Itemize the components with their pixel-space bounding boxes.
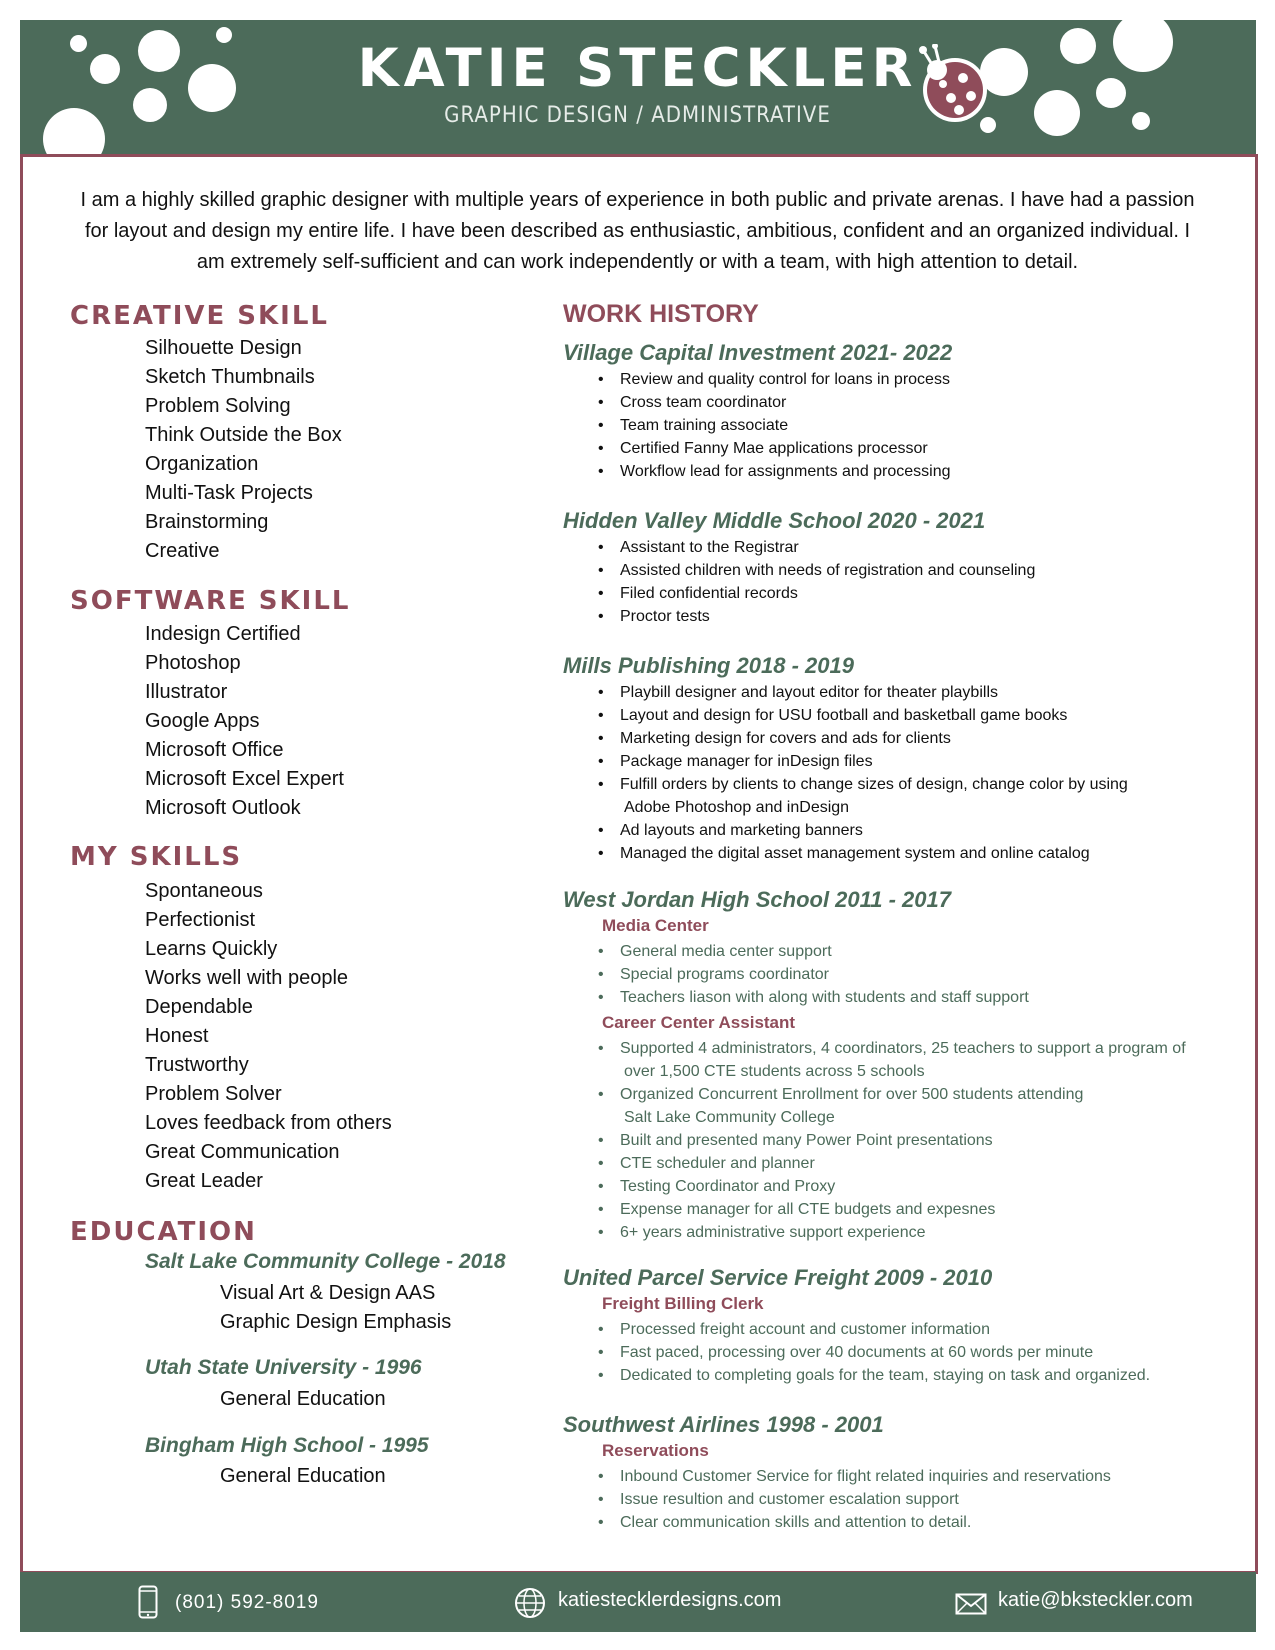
list-item: Microsoft Excel Expert xyxy=(145,768,344,790)
list-item: Sketch Thumbnails xyxy=(145,366,315,388)
list-item: • Assisted children with needs of registration and counseling xyxy=(598,559,1035,582)
list-item: • Assistant to the Registrar xyxy=(598,536,1035,559)
degree-item: Visual Art & Design AAS xyxy=(220,1282,436,1304)
list-item: • Marketing design for covers and ads for clients xyxy=(598,727,1128,750)
phone-link[interactable]: (801) 592-8019 xyxy=(175,1592,319,1613)
list-item: Dependable xyxy=(145,996,253,1018)
phone-icon xyxy=(138,1585,158,1619)
list-item: Microsoft Outlook xyxy=(145,797,301,819)
list-item: Learns Quickly xyxy=(145,938,278,960)
subtitle: GRAPHIC DESIGN / ADMINISTRATIVE xyxy=(444,103,831,128)
degree-item: Graphic Design Emphasis xyxy=(220,1311,452,1333)
role-title: Media Center xyxy=(602,916,709,935)
list-item: • Review and quality control for loans in process xyxy=(598,368,951,391)
education-school: Bingham High School - 1995 xyxy=(145,1434,429,1457)
list-item: • Special programs coordinator xyxy=(598,963,1029,986)
list-item: Problem Solver xyxy=(145,1083,282,1105)
work-history-heading: WORK HISTORY xyxy=(563,300,759,328)
list-item: Multi-Task Projects xyxy=(145,482,313,504)
list-item: • Fulfill orders by clients to change sizes of design, change color by using xyxy=(598,773,1128,796)
list-item: Great Communication xyxy=(145,1141,340,1163)
job-bullets xyxy=(598,1465,1111,1534)
list-item: • Teachers liason with along with students and staff support xyxy=(598,986,1029,1009)
list-item: • Certified Fanny Mae applications processor xyxy=(598,437,951,460)
list-item: Silhouette Design xyxy=(145,337,302,359)
list-item: • Built and presented many Power Point presentations xyxy=(598,1129,1186,1152)
job-bullets xyxy=(598,681,1128,865)
list-item: • General media center support xyxy=(598,940,1029,963)
education-heading: EDUCATION xyxy=(70,1217,257,1247)
list-item: • Playbill designer and layout editor for theater playbills xyxy=(598,681,1128,704)
list-item: Illustrator xyxy=(145,681,228,703)
globe-icon xyxy=(514,1587,546,1619)
job-bullets xyxy=(598,940,1029,1009)
list-item: Organization xyxy=(145,453,259,475)
list-item-continuation: Salt Lake Community College xyxy=(624,1109,835,1126)
list-item: • Fast paced, processing over 40 documents at 60 words per minute xyxy=(598,1341,1150,1364)
list-item: Think Outside the Box xyxy=(145,424,342,446)
website-link[interactable]: katiestecklerdesigns.com xyxy=(558,1589,782,1611)
list-item: • Layout and design for USU football and basketball game books xyxy=(598,704,1128,727)
my-skills-list xyxy=(145,877,392,1196)
list-item: • Workflow lead for assignments and processing xyxy=(598,460,951,483)
degree-item: General Education xyxy=(220,1388,386,1410)
job-bullets xyxy=(598,1318,1150,1387)
list-item: • Dedicated to completing goals for the team, staying on task and organized. xyxy=(598,1364,1150,1387)
list-item: • Organized Concurrent Enrollment for over 500 students attending xyxy=(598,1083,1186,1106)
job-title: Mills Publishing 2018 - 2019 xyxy=(563,653,854,678)
list-item-continuation: over 1,500 CTE students across 5 schools xyxy=(624,1063,925,1080)
role-title: Freight Billing Clerk xyxy=(602,1294,764,1313)
list-item: Trustworthy xyxy=(145,1054,249,1076)
job-title: West Jordan High School 2011 - 2017 xyxy=(563,887,951,912)
list-item: Great Leader xyxy=(145,1170,263,1192)
job-bullets xyxy=(598,536,1035,628)
education-degree xyxy=(220,1385,386,1414)
job-title: United Parcel Service Freight 2009 - 2010 xyxy=(563,1265,993,1290)
list-item: • Inbound Customer Service for flight related inquiries and reservations xyxy=(598,1465,1111,1488)
list-item: • Team training associate xyxy=(598,414,951,437)
list-item: • Processed freight account and customer information xyxy=(598,1318,1150,1341)
list-item: • 6+ years administrative support experience xyxy=(598,1221,1186,1244)
creative-skill-heading: CREATIVE SKILL xyxy=(70,301,329,331)
software-skill-heading: SOFTWARE SKILL xyxy=(70,586,351,616)
list-item: • Expense manager for all CTE budgets and expesnes xyxy=(598,1198,1186,1221)
list-item: Problem Solving xyxy=(145,395,291,417)
page-title: KATIE STECKLER xyxy=(357,38,918,99)
list-item: • Filed confidential records xyxy=(598,582,1035,605)
degree-item: General Education xyxy=(220,1465,386,1487)
list-item: • Proctor tests xyxy=(598,605,1035,628)
list-item: • Managed the digital asset management system and online catalog xyxy=(598,842,1128,865)
list-item: Perfectionist xyxy=(145,909,256,931)
list-item: • Supported 4 administrators, 4 coordinators, 25 teachers to support a program of xyxy=(598,1037,1186,1060)
email-link[interactable]: katie@bksteckler.com xyxy=(998,1589,1193,1611)
my-skills-heading: MY SKILLS xyxy=(70,842,243,872)
ladybug-icon xyxy=(905,44,997,124)
list-item: Creative xyxy=(145,540,220,562)
list-item: Microsoft Office xyxy=(145,739,284,761)
list-item: • CTE scheduler and planner xyxy=(598,1152,1186,1175)
envelope-icon xyxy=(955,1593,987,1615)
list-item: • Cross team coordinator xyxy=(598,391,951,414)
list-item: Works well with people xyxy=(145,967,349,989)
job-title: Hidden Valley Middle School 2020 - 2021 xyxy=(563,508,986,533)
list-item: • Issue resultion and customer escalation support xyxy=(598,1488,1111,1511)
job-bullets xyxy=(598,368,951,483)
list-item: Brainstorming xyxy=(145,511,269,533)
list-item: • Ad layouts and marketing banners xyxy=(598,819,1128,842)
education-school: Salt Lake Community College - 2018 xyxy=(145,1250,506,1273)
list-item-continuation: Adobe Photoshop and inDesign xyxy=(624,799,850,816)
list-item: Loves feedback from others xyxy=(145,1112,392,1134)
list-item: Google Apps xyxy=(145,710,260,732)
list-item: • Testing Coordinator and Proxy xyxy=(598,1175,1186,1198)
list-item: Spontaneous xyxy=(145,880,263,902)
job-bullets xyxy=(598,1037,1186,1244)
role-title: Reservations xyxy=(602,1441,709,1460)
job-title: Southwest Airlines 1998 - 2001 xyxy=(563,1412,884,1437)
job-title: Village Capital Investment 2021- 2022 xyxy=(563,340,953,365)
education-degree xyxy=(220,1462,386,1491)
role-title: Career Center Assistant xyxy=(602,1013,796,1032)
list-item: • Package manager for inDesign files xyxy=(598,750,1128,773)
education-school: Utah State University - 1996 xyxy=(145,1356,422,1379)
software-skill-list xyxy=(145,620,344,823)
intro-paragraph: I am a highly skilled graphic designer with multiple years of experience in both public and private arenas. I have had a passion for layout and design my entire life. I have been described as enthusiastic, ambitious, confident and an organized individual. I am extremely self-sufficient and can work independently or with a team, with high attention to detail. xyxy=(80,189,1195,273)
education-degree xyxy=(220,1279,451,1337)
list-item: Indesign Certified xyxy=(145,623,301,645)
list-item: Photoshop xyxy=(145,652,241,674)
list-item: Honest xyxy=(145,1025,209,1047)
list-item: • Clear communication skills and attention to detail. xyxy=(598,1511,1111,1534)
creative-skill-list xyxy=(145,334,342,566)
